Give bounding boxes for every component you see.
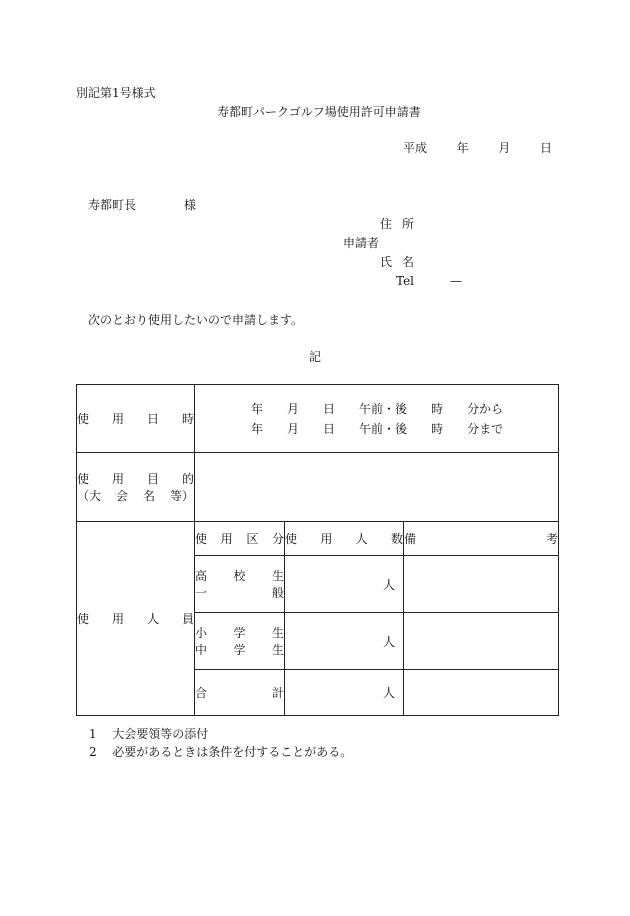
- count-highschool-general[interactable]: 人: [285, 556, 404, 613]
- remarks-total[interactable]: [404, 670, 559, 716]
- note-2: [89, 745, 352, 759]
- year-label: 年: [456, 141, 469, 155]
- category-highschool-general: 高 校 生 一 般: [195, 556, 285, 613]
- date-line: [403, 141, 552, 155]
- addressee-honorific: 様: [184, 198, 197, 212]
- remarks-elementary-junior[interactable]: [404, 613, 559, 670]
- address-label: 住 所: [380, 217, 414, 231]
- tel-label: Tel: [396, 274, 415, 288]
- col-remarks-header: 備 考: [404, 522, 559, 556]
- form-number: 別記第1号様式: [76, 86, 156, 100]
- name-label: 氏 名: [380, 255, 414, 269]
- remarks-highschool-general[interactable]: [404, 556, 559, 613]
- col-count-header: 使 用 人 数: [285, 522, 404, 556]
- addressee: [88, 198, 136, 212]
- addressee-name: 寿都町長: [88, 198, 137, 212]
- intro-text: 次のとおり使用したいので申請します。: [88, 313, 304, 327]
- datetime-from: 年 月 日 午前・後 時 分から: [251, 402, 504, 416]
- application-table: [76, 384, 559, 716]
- count-elementary-junior[interactable]: 人: [285, 613, 404, 670]
- month-label: 月: [498, 141, 511, 155]
- note-2-text: 必要があるときは条件を付することがある。: [112, 745, 353, 759]
- note-1: [89, 727, 208, 741]
- note-1-number: 1: [89, 727, 97, 741]
- persons-label: 使 用 人 員: [77, 522, 195, 716]
- purpose-label: 使 用 目 的 （大 会 名 等）: [77, 453, 195, 522]
- document-title: 寿都町パークゴルフ場使用許可申請書: [217, 105, 421, 119]
- category-total: 合 計: [195, 670, 285, 716]
- category-elementary-junior: 小 学 生 中 学 生: [195, 613, 285, 670]
- ki-heading: 記: [309, 350, 322, 364]
- datetime-to: 年 月 日 午前・後 時 分まで: [251, 422, 504, 436]
- day-label: 日: [540, 141, 553, 155]
- count-total[interactable]: 人: [285, 670, 404, 716]
- note-1-text: 大会要領等の添付: [112, 727, 209, 741]
- purpose-row: [77, 453, 559, 522]
- applicant-label: 申請者: [343, 236, 380, 250]
- col-category-header: 使 用 区 分: [195, 522, 285, 556]
- era-label: 平成: [403, 141, 428, 155]
- purpose-field[interactable]: [195, 453, 559, 522]
- note-2-number: 2: [89, 745, 97, 759]
- datetime-row: [77, 385, 559, 453]
- datetime-label: 使 用 日 時: [77, 385, 195, 453]
- tel-dash: —: [450, 274, 462, 288]
- datetime-field[interactable]: [195, 385, 559, 453]
- persons-header-row: [77, 522, 559, 556]
